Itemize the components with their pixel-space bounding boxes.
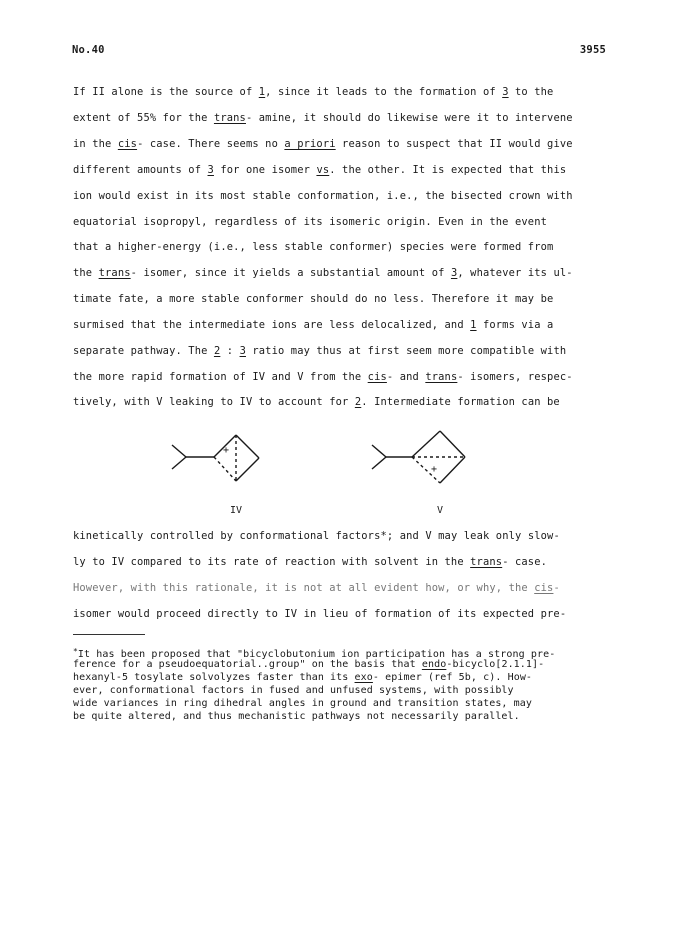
footnote-mark: * bbox=[73, 647, 78, 656]
footnote-divider bbox=[73, 634, 145, 635]
paragraph-line: separate pathway. The 2 : 3 ratio may thus at first seem more compatible with bbox=[73, 345, 567, 357]
paragraph-line: ion would exist in its most stable conformation, i.e., the bisected crown with bbox=[73, 190, 573, 202]
page-number: 3955 bbox=[579, 44, 606, 56]
paragraph-line: timate fate, a more stable conformer should do no less. Therefore it may be bbox=[73, 293, 554, 305]
paragraph-line: isomer would proceed directly to IV in lieu of formation of its expected pre- bbox=[73, 608, 567, 620]
paragraph-line: equatorial isopropyl, regardless of its isomeric origin. Even in the event bbox=[73, 216, 548, 228]
footnote-line: ference for a pseudoequatorial..group" on the basis that endo-bicyclo[2.1.1]- bbox=[73, 659, 545, 670]
footnote-line: wide variances in ring dihedral angles in ground and transition states, may bbox=[73, 698, 533, 709]
paragraph-line: the more rapid formation of IV and V from the cis- and trans- isomers, respec- bbox=[73, 371, 573, 383]
charge-plus: + bbox=[223, 445, 230, 456]
paragraph-line: the trans- isomer, since it yields a substantial amount of 3, whatever its ul- bbox=[73, 267, 573, 279]
paragraph-line: If II alone is the source of 1, since it leads to the formation of 3 to the bbox=[73, 86, 554, 98]
paragraph-line: ly to IV compared to its rate of reaction with solvent in the trans- case. bbox=[73, 556, 548, 568]
paragraph-line: that a higher-energy (i.e., less stable conformer) species were formed from bbox=[73, 241, 554, 253]
footnote-line: *It has been proposed that "bicyclobutonium ion participation has a strong pre- bbox=[73, 647, 556, 660]
paragraph-line: kinetically controlled by conformational factors*; and V may leak only slow- bbox=[73, 530, 560, 542]
paragraph-line: surmised that the intermediate ions are less delocalized, and 1 forms via a bbox=[73, 319, 554, 331]
label-v: V bbox=[437, 505, 444, 516]
journal-issue-number: No.40 bbox=[72, 44, 105, 56]
paragraph-line: in the cis- case. There seems no a priori reason to suspect that II would give bbox=[73, 138, 573, 150]
paragraph-line: However, with this rationale, it is not at all evident how, or why, the cis- bbox=[73, 582, 560, 594]
structure-iv bbox=[172, 435, 259, 481]
footnote-line: hexanyl-5 tosylate solvolyzes faster than its exo- epimer (ref 5b, c). How- bbox=[73, 672, 533, 683]
footnote-reference: * bbox=[380, 530, 387, 542]
footnote-line: be quite altered, and thus mechanistic pathways not necessarily parallel. bbox=[73, 711, 520, 722]
charge-plus: + bbox=[431, 464, 438, 475]
label-iv: IV bbox=[230, 505, 243, 516]
paragraph-line: extent of 55% for the trans- amine, it should do likewise were it to intervene bbox=[73, 112, 573, 124]
paragraph-line: different amounts of 3 for one isomer vs. the other. It is expected that this bbox=[73, 164, 567, 176]
structure-figure bbox=[160, 425, 480, 520]
structure-v bbox=[372, 431, 465, 483]
paragraph-line: tively, with V leaking to IV to account for 2. Intermediate formation can be bbox=[73, 396, 560, 408]
footnote-line: ever, conformational factors in fused and unfused systems, with possibly bbox=[73, 685, 514, 696]
